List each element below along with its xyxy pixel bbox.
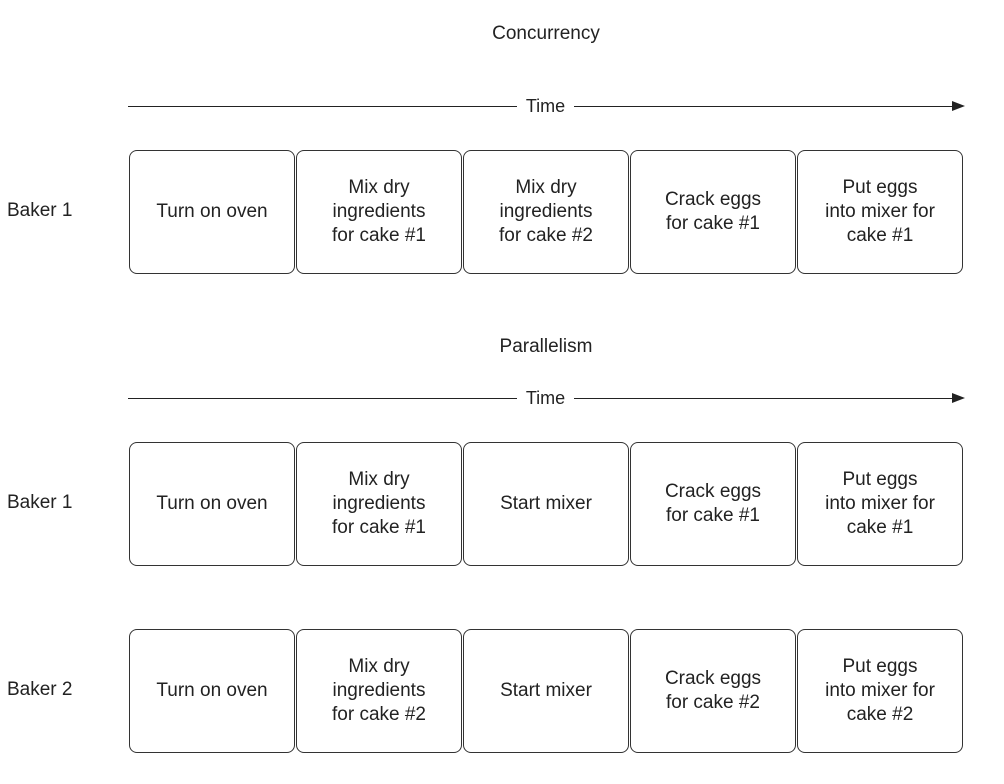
time-axis-line xyxy=(128,398,517,399)
step-text: Turn on oven xyxy=(156,493,268,514)
step-text: Put eggs into mixer for cake #1 xyxy=(825,177,935,246)
step-box xyxy=(296,629,462,753)
time-axis-line xyxy=(128,106,517,107)
step-text: Turn on oven xyxy=(156,201,268,222)
step-box xyxy=(463,629,629,753)
step-text: Crack eggs for cake #1 xyxy=(664,481,762,526)
row-label-baker-1: Baker 1 xyxy=(7,492,73,513)
step-box xyxy=(129,150,295,274)
step-box xyxy=(630,629,796,753)
step-box xyxy=(129,442,295,566)
step-text: Crack eggs for cake #2 xyxy=(664,668,762,713)
concurrency-time-axis xyxy=(128,96,965,116)
time-axis-label: Time xyxy=(525,96,566,116)
parallelism-baker-2-row xyxy=(129,629,964,755)
step-text: Mix dry ingredients for cake #1 xyxy=(332,469,426,538)
time-axis-line xyxy=(574,398,954,399)
step-box xyxy=(797,442,963,566)
step-box xyxy=(129,629,295,753)
step-box xyxy=(630,150,796,274)
step-box xyxy=(630,442,796,566)
step-box xyxy=(296,442,462,566)
time-axis-label: Time xyxy=(525,388,566,408)
step-box xyxy=(463,150,629,274)
concurrency-title: Concurrency xyxy=(492,23,600,44)
arrow-right-icon xyxy=(952,101,965,111)
row-label-baker-1: Baker 1 xyxy=(7,200,73,221)
arrow-right-icon xyxy=(952,393,965,403)
step-text: Mix dry ingredients for cake #1 xyxy=(332,177,426,246)
step-text: Put eggs into mixer for cake #1 xyxy=(825,469,935,538)
step-text: Turn on oven xyxy=(156,680,268,701)
time-axis-line xyxy=(574,106,954,107)
step-box xyxy=(463,442,629,566)
concurrency-baker-1-row xyxy=(129,150,964,276)
row-label-baker-2: Baker 2 xyxy=(7,679,73,700)
step-box xyxy=(296,150,462,274)
step-text: Put eggs into mixer for cake #2 xyxy=(825,656,935,725)
parallelism-baker-1-row xyxy=(129,442,964,568)
step-box xyxy=(797,629,963,753)
step-text: Mix dry ingredients for cake #2 xyxy=(332,656,426,725)
step-text: Mix dry ingredients for cake #2 xyxy=(499,177,593,246)
step-text: Start mixer xyxy=(500,680,592,701)
parallelism-title: Parallelism xyxy=(499,336,593,357)
parallelism-time-axis xyxy=(128,388,965,408)
step-text: Start mixer xyxy=(500,493,592,514)
step-box xyxy=(797,150,963,274)
step-text: Crack eggs for cake #1 xyxy=(664,189,762,234)
